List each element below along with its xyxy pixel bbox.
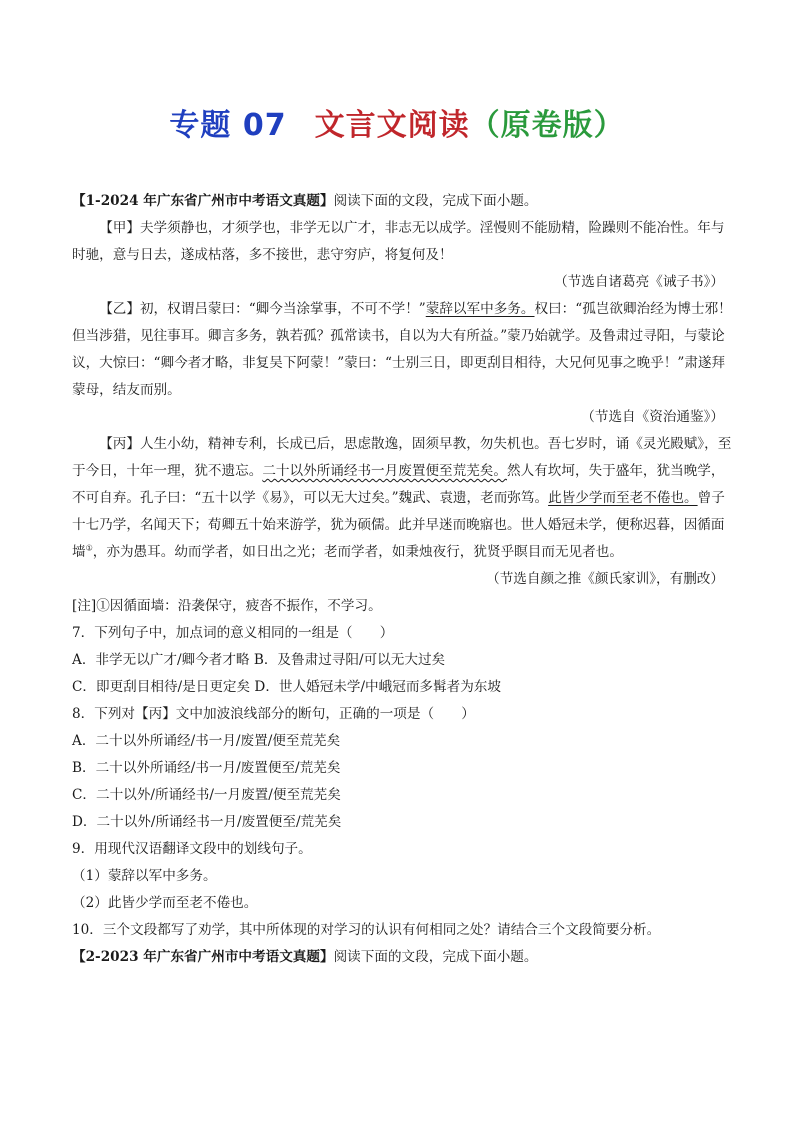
question-10-stem: 10．三个文段都写了劝学，其中所体现的对学习的认识有何相同之处？请结合三个文段简要分析。 [72, 922, 661, 938]
passage-jia-source: （节选自诸葛亮《诫子书》） [554, 274, 724, 290]
question-8-option: C．二十以外/所诵经书/一月废置/便至荒芜矣 [72, 787, 341, 803]
document-body [72, 188, 732, 971]
wavy-underlined-sentence: 二十以外所诵经书一月废置便至荒芜矣。 [262, 463, 507, 479]
footnote: [注]①因循面墙：沿袭保守，疲沓不振作，不学习。 [72, 598, 382, 614]
question-7-option: C．即更刮目相待/是日更定矣 D．世人婚冠未学/中峨冠而多髯者为东坡 [72, 679, 501, 695]
passage-yi-source: （节选自《资治通鉴》） [581, 409, 724, 425]
footnote-mark: ① [85, 543, 93, 553]
passage-jia: 【甲】夫学须静也，才须学也，非学无以广才，非志无以成学。淫慢则不能励精，险躁则不能冶性。年与时驰，意与日去，遂成枯落，多不接世，悲守穷庐，将复何及！ [72, 220, 725, 263]
underlined-sentence-2: 此皆少学而至老不倦也。 [548, 490, 698, 506]
underlined-sentence-1: 蒙辞以军中多务。 [425, 301, 535, 317]
question-group-2-header: 【2-2023 年广东省广州市中考语文真题】阅读下面的文段，完成下面小题。 [72, 949, 538, 965]
passage-bing-source: （节选自颜之推《颜氏家训》，有删改） [486, 571, 724, 587]
question-7-stem: 7．下列句子中，加点词的意义相同的一组是（ ） [72, 625, 394, 641]
question-9-item: （2）此皆少学而至老不倦也。 [72, 895, 258, 911]
title-edition: （原卷版） [469, 108, 625, 143]
question-8-option: D．二十以外/所诵经书一月/废置便至/荒芜矣 [72, 814, 342, 830]
question-8-option: A．二十以外所诵经/书一月/废置/便至荒芜矣 [72, 733, 341, 749]
question-7-option: A．非学无以广才/卿今者才略 B．及鲁肃过寻阳/可以无大过矣 [72, 652, 446, 668]
question-8-stem: 8．下列对【丙】文中加波浪线部分的断句，正确的一项是（ ） [72, 706, 475, 722]
question-9-stem: 9．用现代汉语翻译文段中的划线句子。 [72, 841, 312, 857]
passage-bing: 【丙】人生小幼，精神专利，长成已后，思虑散逸，固须早教，勿失机也。吾七岁时，诵《灵光殿赋》，至于今日，十年一理，犹不遗忘。二十以外所诵经书一月废置便至荒芜矣。然人有坎坷，失于盛年，犹当晚学，不可自弃。孔子曰：“五十以学《易》，可以无大过矣。”魏武、袁遗，老而弥笃。此皆少学而至老不倦也。曾子十七乃学，名闻天下；荀卿五十始来游学，犹为硕儒。此并早迷而晚寤也。世人婚冠未学，便称迟暮，因循面墙①，亦为愚耳。幼而学者，如日出之光；老而学者，如秉烛夜行，犹贤乎瞑目而无见者也。 [72, 436, 732, 560]
title-subject: 文言文阅读 [314, 108, 470, 143]
question-9-item: （1）蒙辞以军中多务。 [72, 868, 217, 884]
question-group-1-header: 【1-2024 年广东省广州市中考语文真题】阅读下面的文段，完成下面小题。 [72, 193, 538, 209]
question-8-option: B．二十以外所诵经/书一月/废置便至/荒芜矣 [72, 760, 341, 776]
page-title [0, 100, 794, 144]
passage-yi: 【乙】初，权谓吕蒙曰：“卿今当涂掌事，不可不学！”蒙辞以军中多务。权曰：“孤岂欲卿治经为博士邪！但当涉猎，见往事耳。卿言多务，孰若孤？孤常读书，自以为大有所益。”蒙乃始就学。及鲁肃过寻阳，与蒙论议，大惊曰：“卿今者才略，非复吴下阿蒙！”蒙曰：“士别三日，即更刮目相待，大兄何见事之晚乎！”肃遂拜蒙母，结友而别。 [72, 301, 732, 398]
title-topic: 专题 07 [169, 108, 287, 143]
